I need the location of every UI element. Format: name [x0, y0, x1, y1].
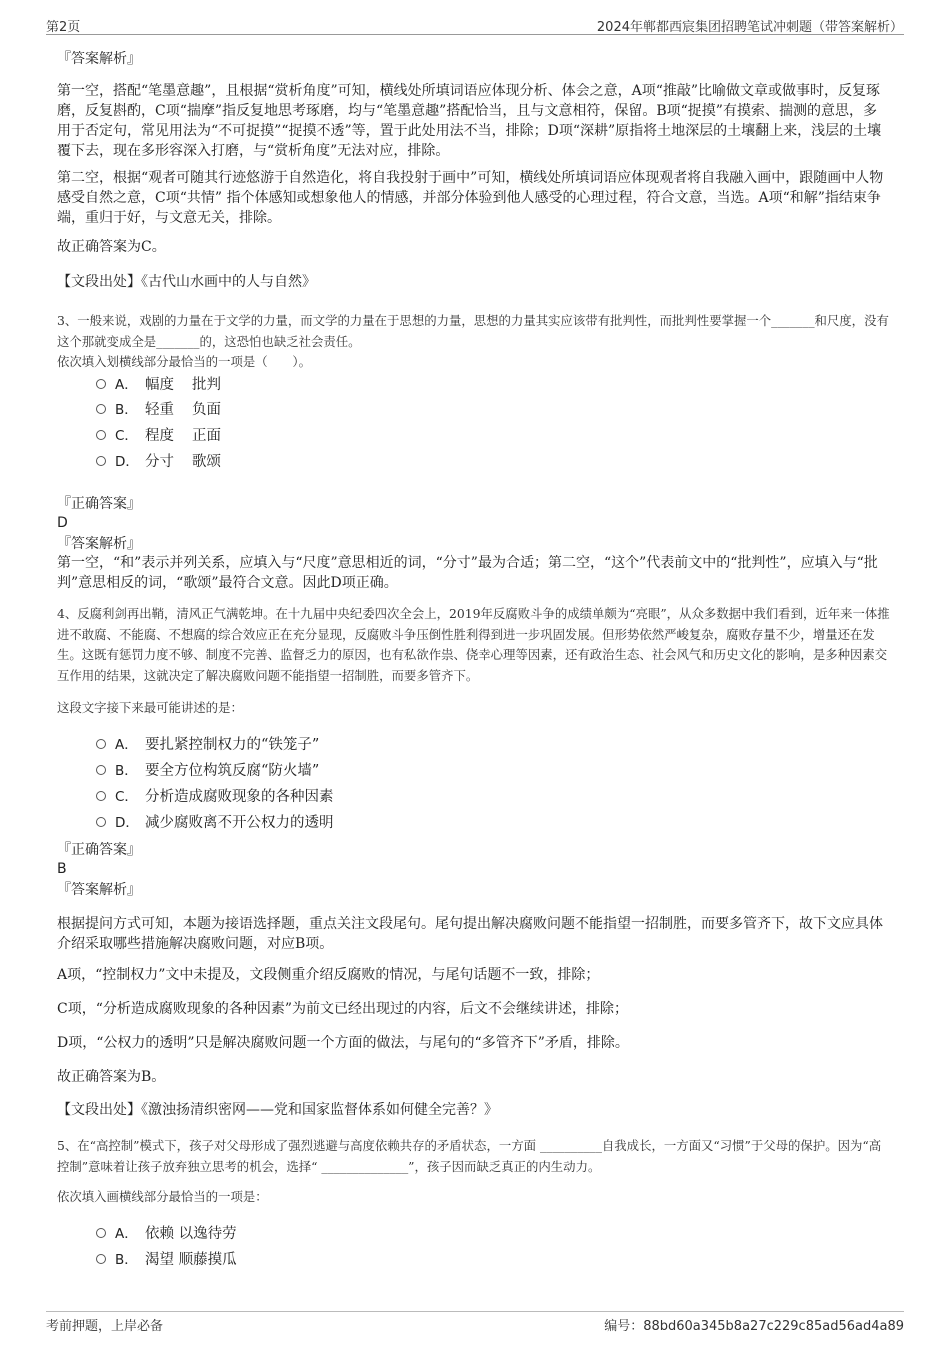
- radio-icon[interactable]: [96, 379, 106, 389]
- q4-prompt: 这段文字接下来最可能讲述的是：: [57, 700, 243, 715]
- q4-option-b[interactable]: B． 要全方位构筑反腐“防火墙”: [96, 761, 319, 781]
- radio-icon[interactable]: [96, 1228, 106, 1238]
- q2-analysis-heading: 『答案解析』: [57, 51, 141, 67]
- q4-option-d[interactable]: D． 减少腐败离不开公权力的透明: [96, 813, 334, 833]
- q3-analysis-heading: 『答案解析』: [57, 536, 141, 552]
- q3-option-a[interactable]: A． 幅度 批判: [96, 375, 221, 395]
- q3-option-d[interactable]: D． 分寸 歌颂: [96, 452, 221, 472]
- q5-question-text: 5、在“高控制”模式下，孩子对父母形成了强烈逃避与高度依赖共存的矛盾状态，一方面 __________自我成长，一方面又“习惯”于父母的保护。因为“高控制”意味着让孩子放弃独立思考的机会，选择“ ______________”，孩子因而缺乏真正的内生动力。: [57, 1138, 882, 1174]
- radio-icon[interactable]: [96, 1254, 106, 1264]
- radio-icon[interactable]: [96, 456, 106, 466]
- radio-icon[interactable]: [96, 430, 106, 440]
- header-divider: [46, 34, 904, 35]
- document-title: 2024年郸都西宸集团招聘笔试冲刺题（带答案解析）: [596, 20, 903, 35]
- radio-icon[interactable]: [96, 739, 106, 749]
- q4-analysis-heading: 『答案解析』: [57, 882, 141, 898]
- q4-analysis-paragraph-2: A项，“控制权力”文中未提及，文段侧重介绍反腐败的情况，与尾句话题不一致，排除；: [57, 967, 600, 983]
- q2-analysis-paragraph-2: 第二空，根据“观者可随其行迹悠游于自然造化，将自我投射于画中”可知，横线处所填词语应体现观者将自我融入画中，跟随画中人物感受自然之意，C项“共情” 指个体感知或想象他人的情感，并部分体验到他人感受的心理过程，符合文意，当选。A项“和解”指结束争端，重归于好，与文意无关，排除。: [57, 170, 884, 226]
- q2-conclusion: 故正确答案为C。: [57, 239, 166, 255]
- radio-icon[interactable]: [96, 765, 106, 775]
- q3-question-text: 3、一般来说，戏剧的力量在于文学的力量，而文学的力量在于思想的力量，思想的力量其实应该带有批判性，而批判性要掌握一个_______和尺度，没有这个那就变成全是_______的，这恐怕也缺乏社会责任。: [57, 313, 889, 349]
- q3-option-b[interactable]: B． 轻重 负面: [96, 400, 221, 420]
- q4-option-c[interactable]: C． 分析造成腐败现象的各种因素: [96, 787, 334, 807]
- page-number: 第2页: [46, 20, 81, 35]
- q4-analysis-paragraph-1: 根据提问方式可知，本题为接语选择题，重点关注文段尾句。尾句提出解决腐败问题不能指望一招制胜，而要多管齐下，故下文应具体介绍采取哪些措施解决腐败问题，对应B项。: [57, 916, 883, 952]
- q4-analysis-paragraph-4: D项，“公权力的透明”只是解决腐败问题一个方面的做法，与尾句的“多管齐下”矛盾，排除。: [57, 1035, 629, 1051]
- q4-correct-answer: B: [57, 861, 67, 877]
- q4-analysis-paragraph-3: C项，“分析造成腐败现象的各种因素”为前文已经出现过的内容，后文不会继续讲述，排除；: [57, 1001, 629, 1017]
- q5-option-a[interactable]: A． 依赖 以逸待劳: [96, 1224, 237, 1244]
- q4-correct-heading: 『正确答案』: [57, 842, 141, 858]
- q3-correct-answer: D: [57, 515, 68, 531]
- q4-source: 【文段出处】《激浊扬清织密网——党和国家监督体系如何健全完善？》: [57, 1102, 498, 1118]
- q4-question-text: 4、反腐利剑再出鞘，清风正气满乾坤。在十九届中央纪委四次全会上，2019年反腐败斗争的成绩单颇为“亮眼”，从众多数据中我们看到，近年来一体推进不敢腐、不能腐、不想腐的综合效应正在充分显现，反腐败斗争压倒性胜利得到进一步巩固发展。但形势依然严峻复杂，腐败存量不少，增量还在发生。这既有惩罚力度不够、制度不完善、监督乏力的原因，也有私欲作祟、侥幸心理等因素，还有政治生态、社会风气和历史文化的影响，是多种因素交互作用的结果，这就决定了解决腐败问题不能指望一招制胜，而要多管齐下。: [57, 606, 890, 683]
- q4-option-a[interactable]: A． 要扎紧控制权力的“铁笼子”: [96, 735, 319, 755]
- q5-option-b[interactable]: B． 渴望 顺藤摸瓜: [96, 1250, 237, 1270]
- radio-icon[interactable]: [96, 817, 106, 827]
- footer-divider: [46, 1311, 904, 1312]
- footer-slogan: 考前押题，上岸必备: [46, 1319, 164, 1334]
- q3-option-c[interactable]: C． 程度 正面: [96, 426, 221, 446]
- q3-analysis: 第一空，“和”表示并列关系，应填入与“尺度”意思相近的词，“分寸”最为合适；第二空，“这个”代表前文中的“批判性”，应填入与“批判”意思相反的词，“歌颂”最符合文意。因此D项正确。: [57, 555, 878, 591]
- radio-icon[interactable]: [96, 791, 106, 801]
- q3-correct-heading: 『正确答案』: [57, 496, 141, 512]
- q3-prompt: 依次填入划横线部分最恰当的一项是（ ）。: [57, 354, 312, 369]
- q4-conclusion: 故正确答案为B。: [57, 1069, 166, 1085]
- q2-analysis-paragraph-1: 第一空，搭配“笔墨意趣”，且根据“赏析角度”可知，横线处所填词语应体现分析、体会之意，A项“推敲”比喻做文章或做事时，反复琢磨，反复斟酌，C项“揣摩”指反复地思考琢磨，均与“笔墨意趣”搭配恰当，且与文意相符，保留。B项“捉摸”有摸索、揣测的意思，多用于否定句，常见用法为“不可捉摸”“捉摸不透”等，置于此处用法不当，排除；D项“深耕”原指将土地深层的土壤翻上来，浅层的土壤覆下去，现在多形容深入打磨，与“赏析角度”无法对应，排除。: [57, 83, 882, 159]
- footer-document-code: 编号：88bd60a345b8a27c229c85ad56ad4a89: [604, 1319, 904, 1334]
- radio-icon[interactable]: [96, 404, 106, 414]
- q5-prompt: 依次填入画横线部分最恰当的一项是：: [57, 1189, 268, 1204]
- q2-source: 【文段出处】《古代山水画中的人与自然》: [57, 274, 316, 290]
